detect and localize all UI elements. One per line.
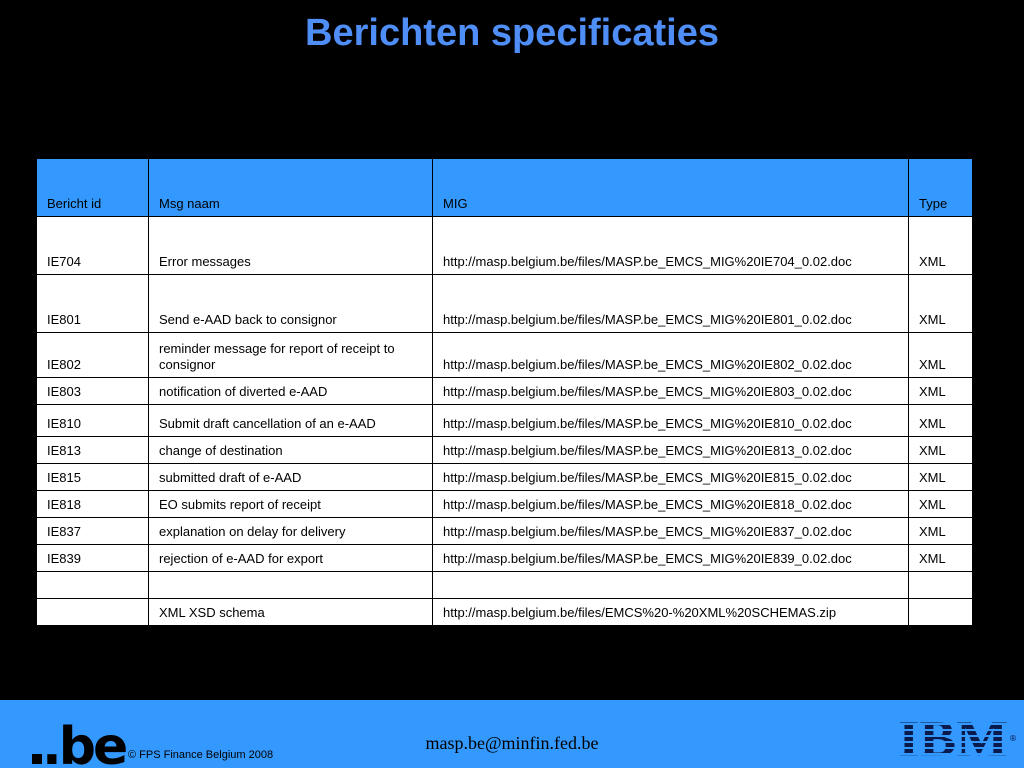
cell-type: XML [909,518,973,545]
cell-type: XML [909,217,973,275]
header-mig: MIG [433,159,909,217]
cell-id: IE839 [37,545,149,572]
slide-title: Berichten specificaties [305,12,719,54]
cell-id [37,572,149,599]
cell-id: IE801 [37,275,149,333]
be-logo-text: .be [42,717,126,768]
ibm-logo-text: IBM [898,710,1008,766]
table-row [37,545,973,572]
cell-id: IE704 [37,217,149,275]
cell-mig-link [433,572,909,599]
table-row [37,378,973,405]
cell-id: IE813 [37,437,149,464]
cell-type [909,572,973,599]
footer-bar [0,700,1024,768]
cell-name: Submit draft cancellation of an e-AAD [149,405,433,437]
cell-mig-link[interactable]: http://masp.belgium.be/files/MASP.be_EMCS_MIG%20IE839_0.02.doc [433,545,909,572]
cell-id: IE815 [37,464,149,491]
table-row-empty [37,572,973,599]
message-spec-table [36,158,973,626]
cell-name: Send e-AAD back to consignor [149,275,433,333]
cell-name: Error messages [149,217,433,275]
cell-mig-link[interactable]: http://masp.belgium.be/files/MASP.be_EMCS_MIG%20IE704_0.02.doc [433,217,909,275]
copyright-text: © FPS Finance Belgium 2008 [128,749,274,761]
cell-name: XML XSD schema [149,599,433,626]
header-type: Type [909,159,973,217]
cell-id: IE803 [37,378,149,405]
cell-mig-link[interactable]: http://masp.belgium.be/files/MASP.be_EMCS_MIG%20IE813_0.02.doc [433,437,909,464]
cell-type: XML [909,378,973,405]
cell-name: EO submits report of receipt [149,491,433,518]
table-row [37,275,973,333]
cell-type: XML [909,545,973,572]
cell-name: rejection of e-AAD for export [149,545,433,572]
cell-type: XML [909,333,973,378]
table-row [37,217,973,275]
cell-mig-link[interactable]: http://masp.belgium.be/files/MASP.be_EMCS_MIG%20IE801_0.02.doc [433,275,909,333]
table-row [37,518,973,545]
registered-mark: ® [1009,734,1017,743]
cell-name [149,572,433,599]
ibm-logo [896,710,1017,766]
cell-mig-link[interactable]: http://masp.belgium.be/files/MASP.be_EMCS_MIG%20IE837_0.02.doc [433,518,909,545]
cell-name: reminder message for report of receipt to consignor [149,333,433,378]
cell-name: change of destination [149,437,433,464]
table-row [37,405,973,437]
cell-id: IE810 [37,405,149,437]
table-header-row [37,159,973,217]
cell-type: XML [909,437,973,464]
cell-name: submitted draft of e-AAD [149,464,433,491]
cell-id [37,599,149,626]
table-row [37,437,973,464]
cell-type [909,599,973,626]
cell-mig-link[interactable]: http://masp.belgium.be/files/MASP.be_EMCS_MIG%20IE803_0.02.doc [433,378,909,405]
cell-name: explanation on delay for delivery [149,518,433,545]
cell-name: notification of diverted e-AAD [149,378,433,405]
table-row [37,491,973,518]
table-row [37,464,973,491]
cell-mig-link[interactable]: http://masp.belgium.be/files/MASP.be_EMCS_MIG%20IE818_0.02.doc [433,491,909,518]
table-row [37,599,973,626]
cell-type: XML [909,275,973,333]
cell-id: IE818 [37,491,149,518]
cell-type: XML [909,464,973,491]
header-msg-naam: Msg naam [149,159,433,217]
cell-mig-link[interactable]: http://masp.belgium.be/files/EMCS%20-%20XML%20SCHEMAS.zip [433,599,909,626]
table-row [37,333,973,378]
cell-type: XML [909,491,973,518]
cell-id: IE802 [37,333,149,378]
header-bericht-id: Bericht id [37,159,149,217]
cell-mig-link[interactable]: http://masp.belgium.be/files/MASP.be_EMCS_MIG%20IE810_0.02.doc [433,405,909,437]
contact-email[interactable]: masp.be@minfin.fed.be [425,733,599,753]
cell-mig-link[interactable]: http://masp.belgium.be/files/MASP.be_EMCS_MIG%20IE802_0.02.doc [433,333,909,378]
cell-mig-link[interactable]: http://masp.belgium.be/files/MASP.be_EMCS_MIG%20IE815_0.02.doc [433,464,909,491]
cell-type: XML [909,405,973,437]
cell-id: IE837 [37,518,149,545]
